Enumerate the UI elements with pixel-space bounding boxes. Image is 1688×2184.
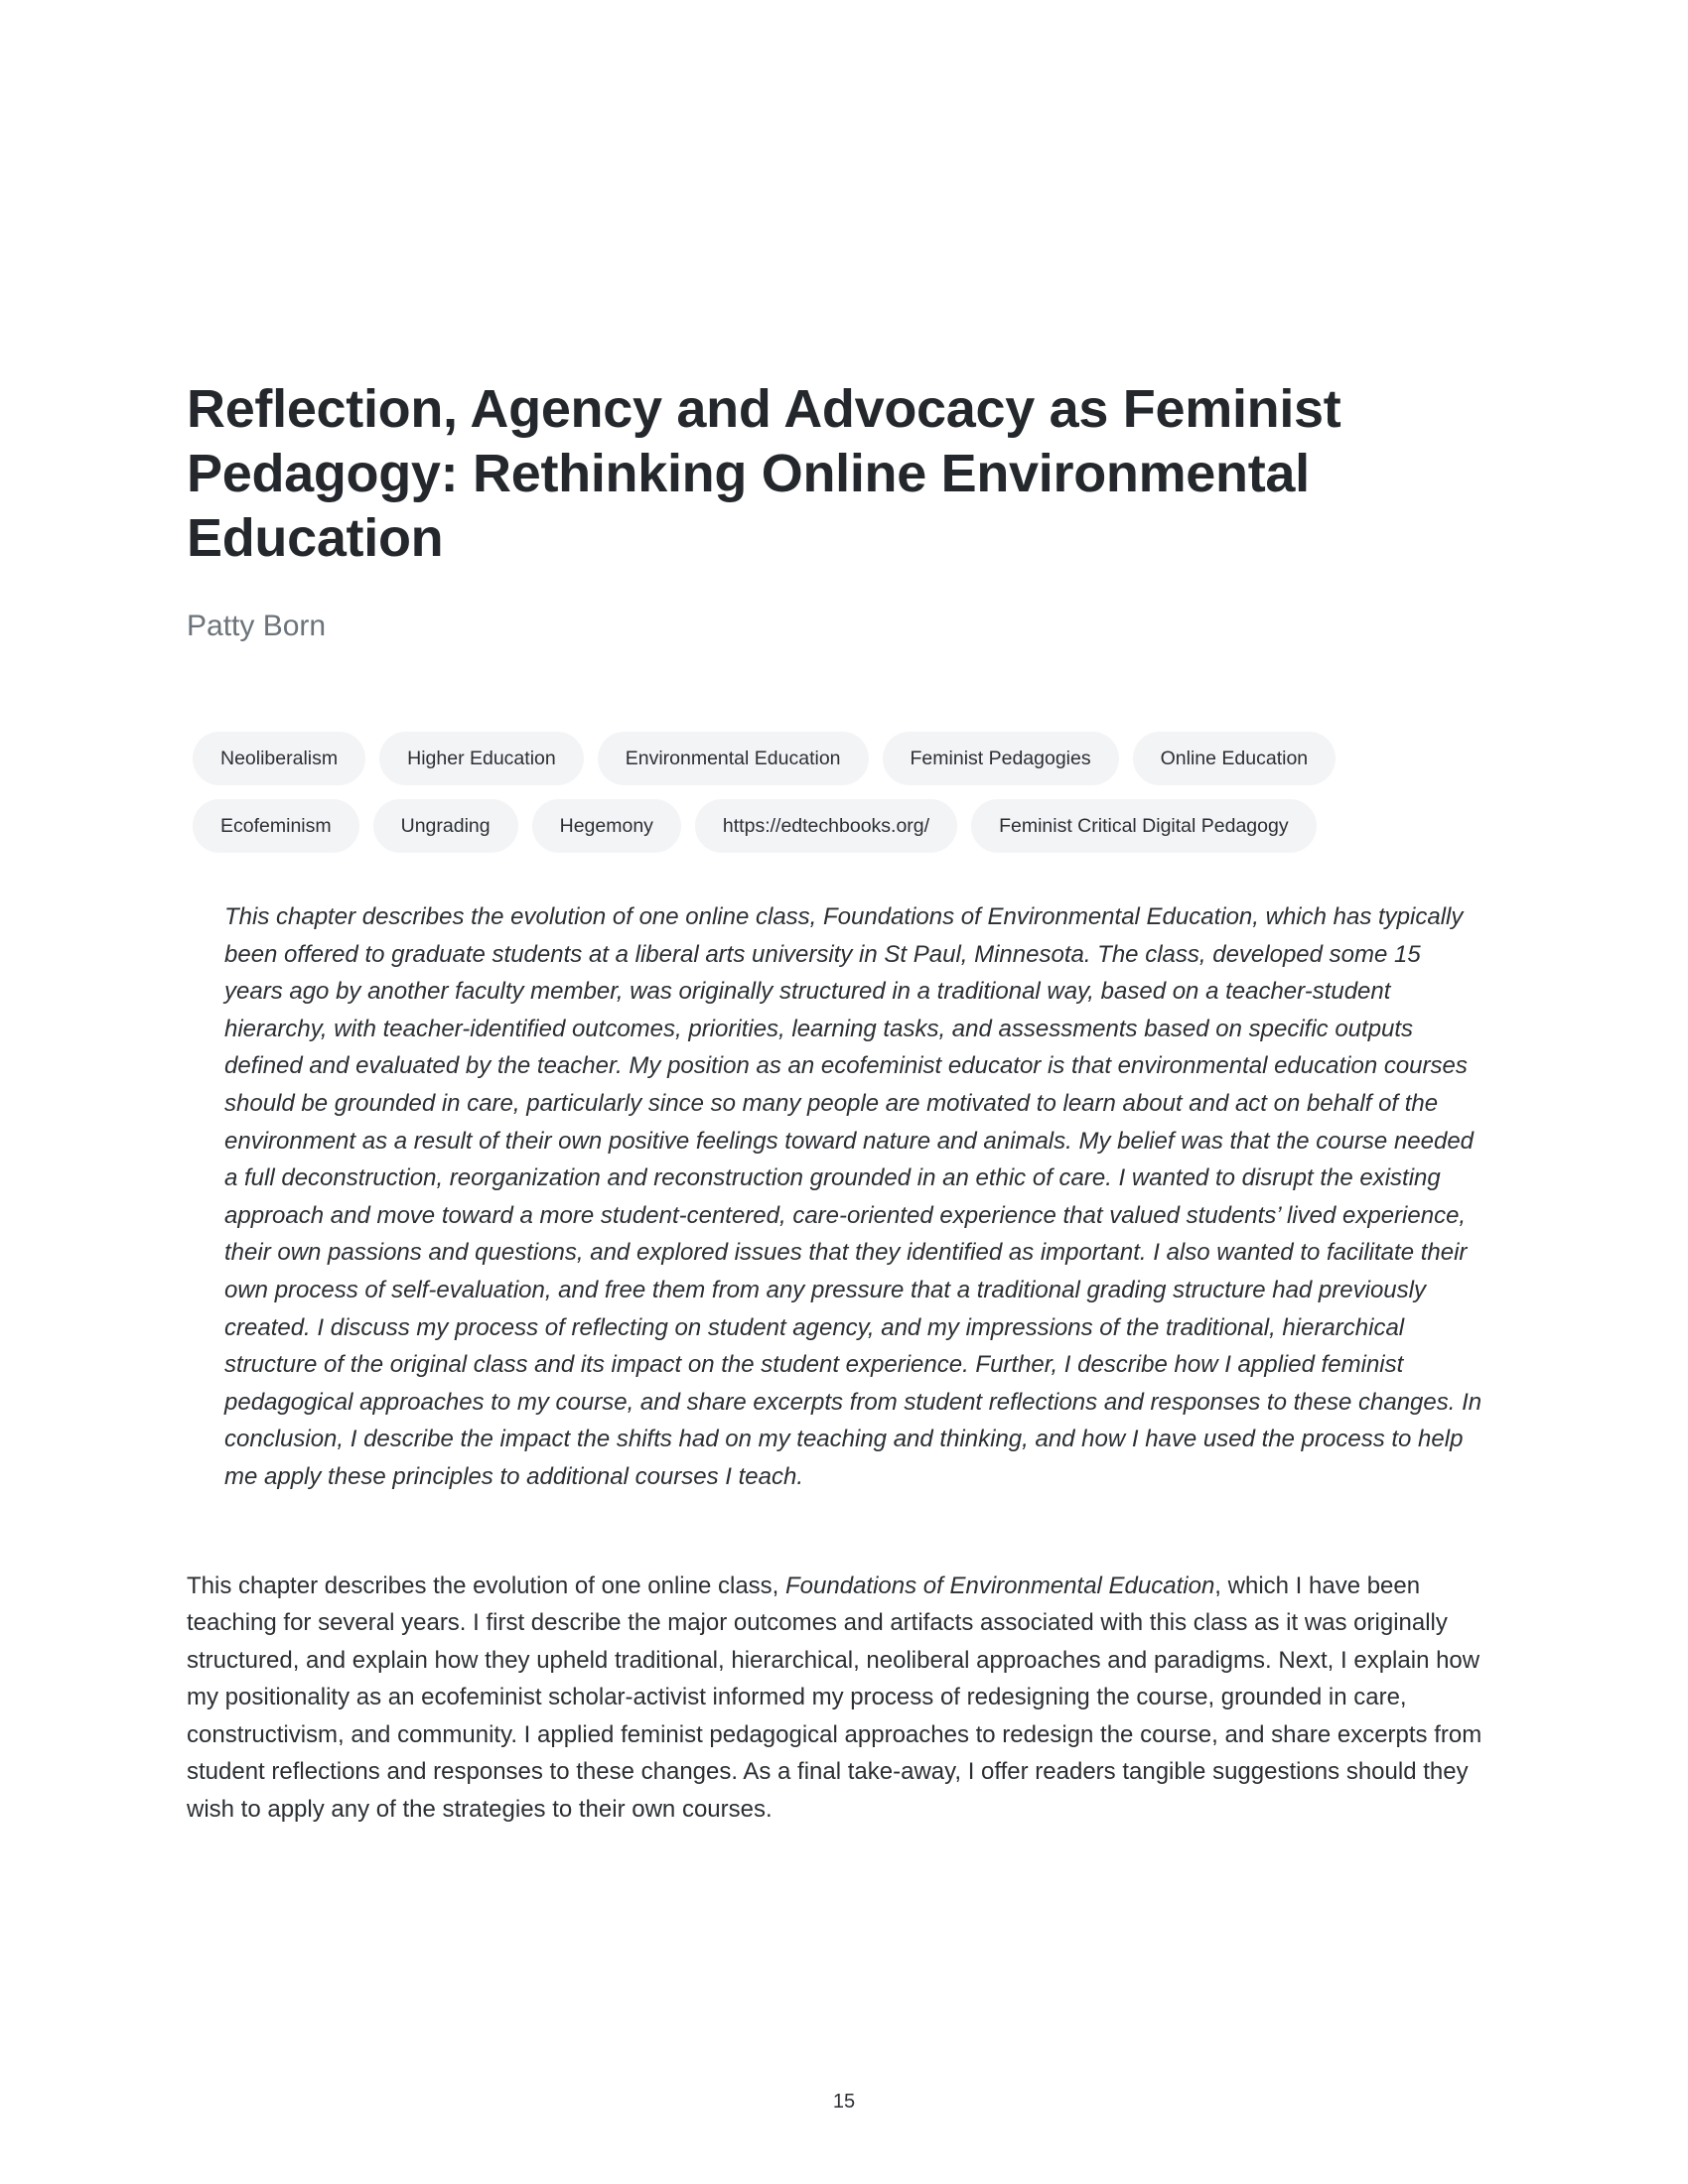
tag-edtechbooks-url[interactable]: https://edtechbooks.org/: [695, 799, 957, 853]
tag-neoliberalism[interactable]: Neoliberalism: [193, 732, 365, 785]
tag-hegemony[interactable]: Hegemony: [532, 799, 681, 853]
author-name: Patty Born: [187, 610, 327, 642]
intro-text-rest: , which I have been teaching for several years. I first describe the major outcomes and artifacts associated with this class as it was originally structured, and explain how they upheld traditional, hierarchical, neoliberal approaches and paradigms. Next, I explain how my positionality as an ecofeminist scholar-activist informed my process of redesigning the course, grounded in care, constructivism, and community. I applied feminist pedagogical approaches to redesign the course, and share excerpts from student reflections and responses to these changes. As a final take-away, I offer readers tangible suggestions should they wish to apply any of the strategies to their own courses.: [187, 1571, 1482, 1824]
chapter-abstract: This chapter describes the evolution of one online class, Foundations of Environmental Education, which has typically been offered to graduate students at a liberal arts university in St Paul, Minnesota. The class, developed some 15 years ago by another faculty member, was originally structured in a traditional way, based on a teacher-student hierarchy, with teacher-identified outcomes, priorities, learning tasks, and assessments based on specific outputs defined and evaluated by the teacher. My position as an ecofeminist educator is that environmental education courses should be grounded in care, particularly since so many people are motivated to learn about and act on behalf of the environment as a result of their own positive feelings toward nature and animals. My belief was that the course needed a full deconstruction, reorganization and reconstruction grounded in an ethic of care. I wanted to disrupt the existing approach and move toward a more student-centered, care-oriented experience that valued students’ lived experience, their own passions and questions, and explored issues that they identified as important. I also wanted to facilitate their own process of self-evaluation, and free them from any pressure that a traditional grading structure had previously created. I discuss my process of reflecting on student agency, and my impressions of the traditional, hierarchical structure of the original class and its impact on the student experience. Further, I describe how I applied feminist pedagogical approaches to my course, and share excerpts from student reflections and responses to these changes. In conclusion, I describe the impact the shifts had on my teaching and thinking, and how I have used the process to help me apply these principles to additional courses I teach.: [224, 903, 1482, 1490]
tag-environmental-education[interactable]: Environmental Education: [598, 732, 869, 785]
intro-paragraph: [187, 1568, 1512, 1829]
course-title-emphasis: Foundations of Environmental Education: [785, 1571, 1215, 1599]
tag-feminist-pedagogies[interactable]: Feminist Pedagogies: [883, 732, 1119, 785]
chapter-title: Reflection, Agency and Advocacy as Feminist Pedagogy: Rethinking Online Environmental Education: [187, 379, 1341, 568]
page-number: 15: [832, 2091, 856, 2113]
intro-text-start: This chapter describes the evolution of one online class,: [187, 1571, 786, 1599]
chapter-page: [187, 377, 1507, 1852]
tag-ungrading[interactable]: Ungrading: [373, 799, 518, 853]
tag-ecofeminism[interactable]: Ecofeminism: [193, 799, 359, 853]
tag-higher-education[interactable]: Higher Education: [379, 732, 584, 785]
tag-online-education[interactable]: Online Education: [1133, 732, 1336, 785]
keyword-tags: [187, 732, 1424, 853]
tag-feminist-critical-digital-pedagogy[interactable]: Feminist Critical Digital Pedagogy: [971, 799, 1317, 853]
